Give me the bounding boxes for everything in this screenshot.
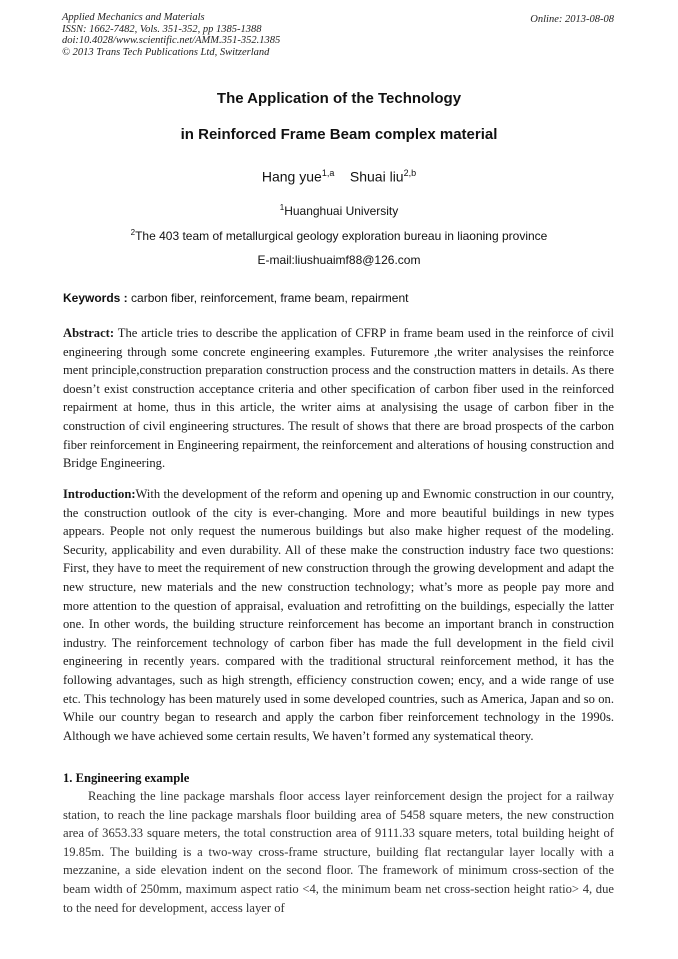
section-body: Reaching the line package marshals floor access layer reinforcement design the project for a railway station, to reach the line package marshals floor building area of 5458 square meters, the new construction area of 3653.33 square meters, the total construction area of 9111.33 square meters, total building height of 19.85m. The building is a two-way cross-frame structure, building flat rectangular layer locally with a mezzanine, a side elevation indent on the second floor. The framework of minimum cross-section of the beam width of 250mm, maximum aspect ratio <4, the minimum beam net cross-section height ratio> 4, due to the need for development, access layer of: [63, 789, 614, 915]
introduction: [63, 485, 614, 745]
author-superscript: 2,b: [403, 168, 417, 178]
journal-issn: ISSN: 1662-7482, Vols. 351-352, pp 1385-1388: [62, 23, 262, 35]
affiliation-superscript: 2: [130, 228, 136, 237]
abstract-text: The article tries to describe the application of CFRP in frame beam used in the reinforce of civil engineering through some concrete engineering examples. Futuremore ,the writer analysises the reinforce ment principle,construction preparation construction process and the construction matters in details. As there doesn’t exist construction acceptance criteria and other specification of carbon fiber used in the reinforced repairment at home, thus in this article, the writer aims at analysising the usage of carbon fiber in the construction of civil engineering structures. The result of shows that there are broad prospects of the carbon fiber reinforcement in Engineering repairment, the reinforcement and alterations of housing construction and Bridge Engineering.: [63, 326, 614, 471]
online-date-text: Online: 2013-08-08: [530, 14, 614, 25]
section-heading: 1. Engineering example: [63, 771, 190, 785]
journal-doi[interactable]: doi:10.4028/www.scientific.net/AMM.351-352.1385: [62, 35, 281, 46]
paper-title-line1: The Application of the Technology: [216, 90, 462, 107]
keywords: [63, 291, 408, 305]
abstract: [63, 324, 614, 473]
abstract-label: Abstract:: [63, 326, 115, 340]
author-name: Shuai liu: [349, 168, 404, 185]
affiliation-text: The 403 team of metallurgical geology exploration bureau in liaoning province: [135, 229, 548, 243]
author-name: Hang yue: [261, 168, 322, 185]
affiliation-text: Huanghuai University: [284, 204, 399, 218]
author-list: [0, 168, 678, 185]
introduction-label: Introduction:: [63, 487, 136, 501]
journal-name: Applied Mechanics and Materials: [62, 12, 205, 23]
affiliation-superscript: 1: [279, 203, 285, 212]
journal-header: [62, 12, 280, 58]
author-superscript: 1,a: [321, 168, 335, 178]
journal-copyright: © 2013 Trans Tech Publications Ltd, Switzerland: [62, 46, 270, 58]
affiliation-1: [0, 203, 678, 218]
author-email[interactable]: E-mail:liushuaimf88@126.com: [257, 253, 421, 267]
paper-title-line2: in Reinforced Frame Beam complex material: [180, 126, 498, 143]
introduction-text: With the development of the reform and opening up and Ewnomic construction in our country, the construction outlook of the city is ever-changing. More and more beautiful buildings in new types appears. People not only request the numerous buildings but also make higher request of the modeling. Security, applicability and even durability. All of these make the construction industry face two questions: First, they have to meet the requirement of new construction through the growing development and adapt the new structure, new materials and the new construction technology; what’s more as people pay more and more attention to the question of appraisal, evaluation and retrofitting on the buildings, especially the latter one. In other words, the building structure reinforcement has become an important branch in construction industry. The reinforcement technology of carbon fiber has made the full development in the field civil engineering in recently years. compared with the traditional structural reinforcement method, it has the following advantages, such as high strength, efficiency construction cowen; ency, and a wide range of use etc. This technology has been maturely used in some developed countries, such as America, Japan and so on. While our country began to research and apply the carbon fiber reinforcement technology in the 1990s. Although we have achieved some certain results, We haven’t formed any systematical theory.: [63, 487, 614, 743]
affiliation-2: [0, 228, 678, 243]
online-date: [530, 14, 614, 26]
keywords-label: Keywords :: [63, 291, 128, 305]
keywords-text: carbon fiber, reinforcement, frame beam, repairment: [127, 291, 409, 305]
